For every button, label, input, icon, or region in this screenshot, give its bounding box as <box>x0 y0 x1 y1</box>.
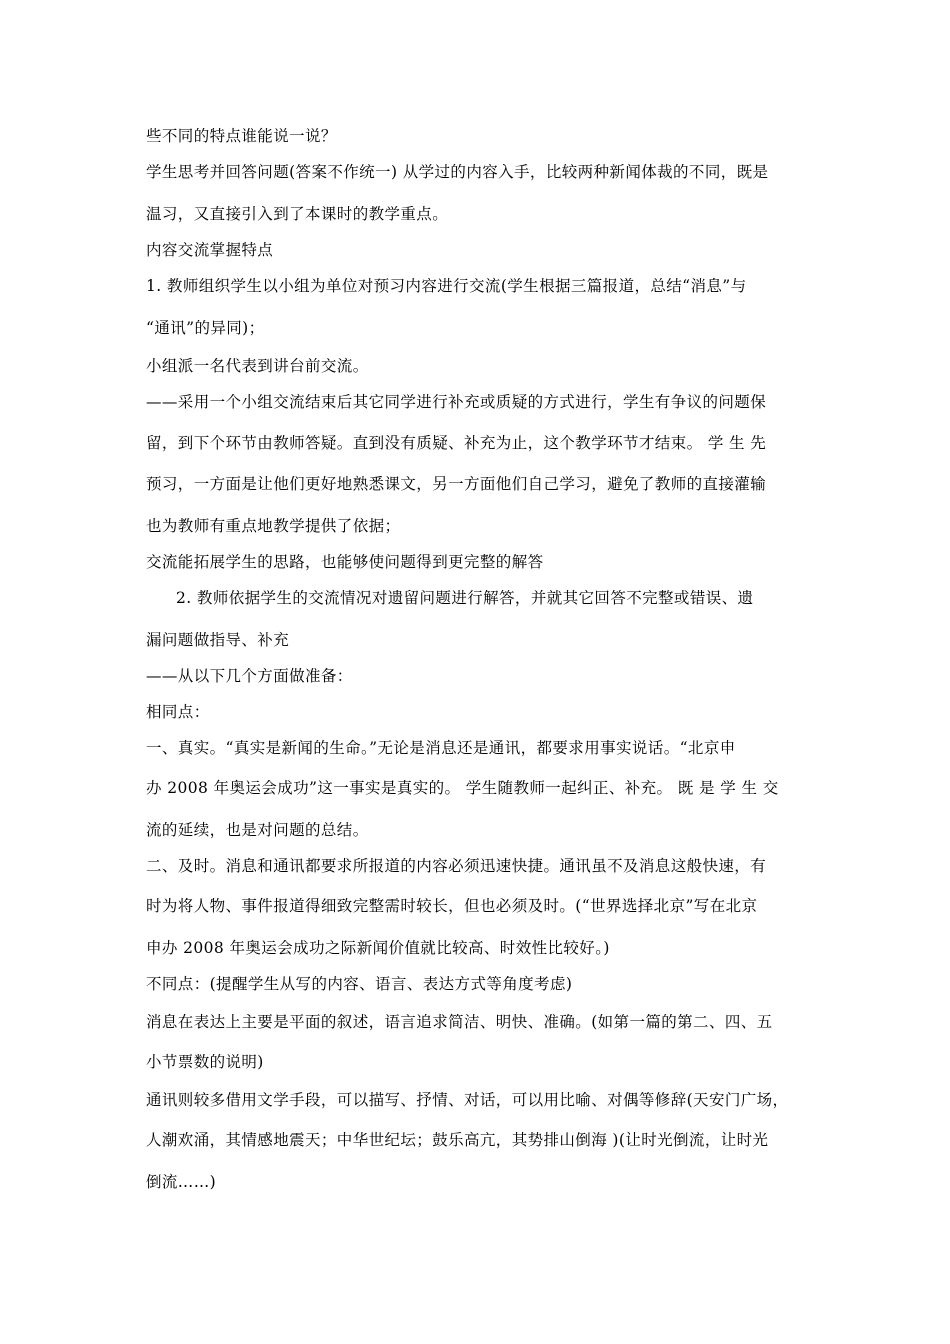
text-line: 不同点：(提醒学生从写的内容、语言、表达方式等角度考虑) <box>146 975 573 993</box>
text-line: 流的延续，也是对问题的总结。 <box>146 821 369 839</box>
text-line: ——从以下几个方面做准备： <box>146 667 353 685</box>
text-line: 留，到下个环节由教师答疑。直到没有质疑、补充为止，这个教学环节才结束。 学 生 先 <box>146 434 767 452</box>
text-line: 小组派一名代表到讲台前交流。 <box>146 357 369 375</box>
text-line: 一、真实。“真实是新闻的生命。”无论是消息还是通讯，都要求用事实说话。“北京申 <box>146 739 736 757</box>
text-line: 2. 教师依据学生的交流情况对遗留问题进行解答，并就其它回答不完整或错误、遗 <box>176 589 754 607</box>
text-line: 办 2008 年奥运会成功”这一事实是真实的。 学生随教师一起纠正、补充。 既 是 学 生 交 <box>146 779 779 797</box>
section-heading: 内容交流掌握特点 <box>146 241 274 259</box>
text-line: 学生思考并回答问题(答案不作统一) 从学过的内容入手，比较两种新闻体裁的不同，既是 <box>146 163 769 181</box>
text-line: “通讯”的异同)； <box>146 319 265 337</box>
text-line: 消息在表达上主要是平面的叙述，语言追求简洁、明快、准确。(如第一篇的第二、四、五 <box>146 1013 773 1031</box>
text-line: 时为将人物、事件报道得细致完整需时较长，但也必须及时。(“世界选择北京”写在北京 <box>146 897 758 915</box>
text-line: 通讯则较多借用文学手段，可以描写、抒情、对话，可以用比喻、对偶等修辞(天安门广场， <box>146 1091 789 1109</box>
text-line: 申办 2008 年奥运会成功之际新闻价值就比较高、时效性比较好。) <box>146 939 610 957</box>
text-line: ——采用一个小组交流结束后其它同学进行补充或质疑的方式进行，学生有争议的问题保 <box>146 393 767 411</box>
text-line: 些不同的特点谁能说一说？ <box>146 127 337 145</box>
text-line: 漏问题做指导、补充 <box>146 631 290 649</box>
text-line: 人潮欢涌，其情感地震天；中华世纪坛；鼓乐高亢，其势排山倒海 )(让时光倒流，让时光 <box>146 1131 769 1149</box>
text-line: 小节票数的说明) <box>146 1053 264 1071</box>
text-line: 温习，又直接引入到了本课时的教学重点。 <box>146 205 449 223</box>
text-line: 交流能拓展学生的思路，也能够使问题得到更完整的解答 <box>146 553 544 571</box>
text-line: 倒流……) <box>146 1173 217 1191</box>
text-line: 相同点： <box>146 703 210 721</box>
text-line: 也为教师有重点地教学提供了依据； <box>146 517 401 535</box>
text-line: 预习，一方面是让他们更好地熟悉课文，另一方面他们自己学习，避免了教师的直接灌输 <box>146 475 767 493</box>
text-line: 1. 教师组织学生以小组为单位对预习内容进行交流(学生根据三篇报道，总结“消息”与 <box>146 277 747 295</box>
text-line: 二、及时。消息和通讯都要求所报道的内容必须迅速快捷。通讯虽不及消息这般快速，有 <box>146 857 767 875</box>
